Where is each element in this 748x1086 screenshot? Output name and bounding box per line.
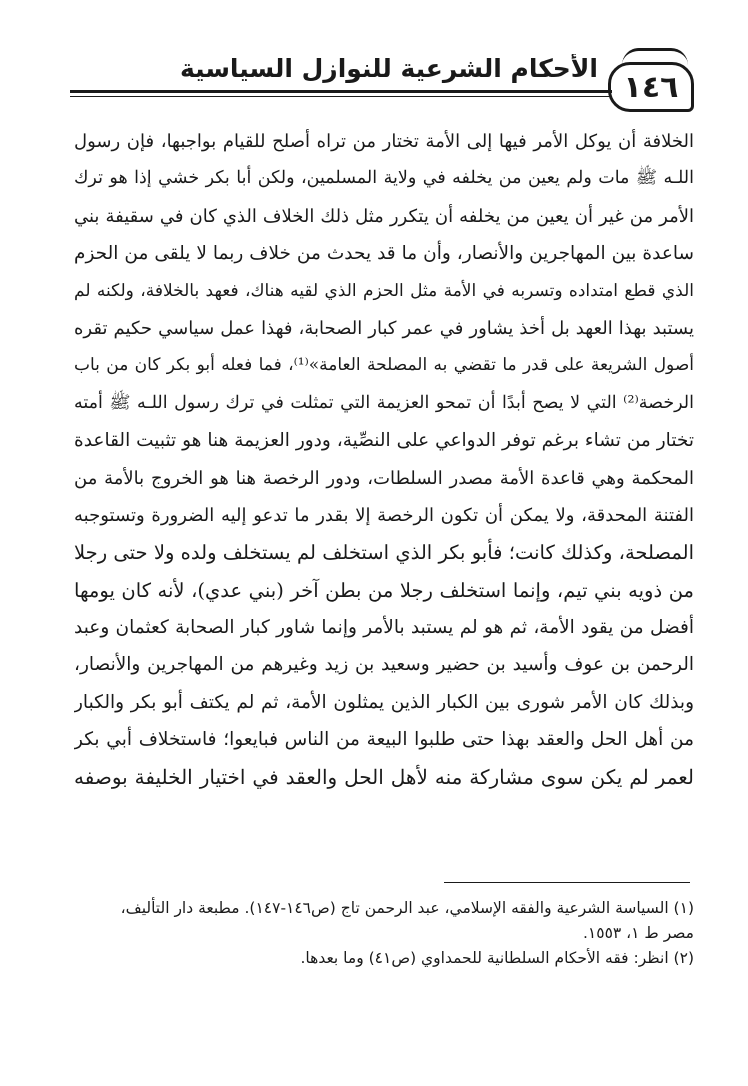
text-line: اللـه ﷺ مات ولم يعين من يخلفه في ولاية المسلمين، ولكن أبا بكر خشي إذا هو ترك	[74, 168, 694, 189]
footnote-1-continuation: مصر ط ١، ١٥٥٣.	[582, 924, 694, 942]
running-title: الأحكام الشرعية للنوازل السياسية	[179, 54, 598, 83]
text-line: أصول الشريعة على قدر ما تقضي به المصلحة العامة»⁽¹⁾، فما فعله أبو بكر كان من باب	[74, 355, 694, 376]
footnotes	[74, 896, 694, 971]
body-text	[74, 123, 694, 796]
page-number: ١٤٦	[608, 62, 694, 112]
page-header	[70, 46, 694, 105]
footnote-2: (٢) انظر: فقه الأحكام السلطانية للحمداوي (ص٤١) وما بعدها.	[300, 949, 694, 967]
text-line: من أهل الحل والعقد بهذا حتى طلبوا البيعة من الناس فبايعوا؛ فاستخلاف أبي بكر	[74, 729, 694, 751]
text-line: وبذلك كان الأمر شورى بين الكبار الذين يمثلون الأمة، ثم لم يكتف أبو بكر والكبار	[74, 691, 694, 713]
text-line: من ذويه بني تيم، وإنما استخلف رجلا من بطن آخر (بني عدي)، لأنه كان يومها	[74, 578, 694, 602]
header-rule-thin	[70, 96, 612, 97]
text-line: تختار من تشاء برغم توفر الدواعي على النصِّية، ودور العزيمة هنا هو تثبيت القاعدة	[74, 430, 694, 452]
header-rule-thick	[70, 90, 612, 93]
text-line: الفتنة المحدقة، ولا يمكن أن تكون الرخصة إلا بقدر ما تدعو إليه الضرورة وتستوجبه	[74, 504, 694, 526]
text-line: المصلحة، وكذلك كانت؛ فأبو بكر الذي استخلف لم يستخلف ولده ولا حتى رجلا	[74, 541, 694, 565]
text-line: الرحمن بن عوف وأسيد بن حضير وسعيد بن زيد وغيرهم من المهاجرين والأنصار،	[74, 654, 694, 676]
text-line: الخلافة أن يوكل الأمر فيها إلى الأمة تختار من تراه أصلح للقيام بواجبها، فإن رسول	[74, 131, 694, 152]
footnote-1: (١) السياسة الشرعية والفقه الإسلامي، عبد الرحمن تاج (ص١٤٦-١٤٧). مطبعة دار التأليف،	[120, 899, 694, 917]
text-line: لعمر لم يكن سوى مشاركة منه لأهل الحل والعقد في اختيار الخليفة بوصفه	[74, 764, 694, 789]
text-line: ساعدة بين المهاجرين والأنصار، وأن ما قد يحدث من خلاف ربما لا يلقى من الحزم	[74, 243, 694, 265]
text-line: المحكمة وهي قاعدة الأمة مصدر السلطات، ودور الرخصة هنا هو الخروج بالأمة من	[74, 467, 694, 489]
text-line: أفضل من يقود الأمة، ثم هو لم يستبد بالأمر وإنما شاور كبار الصحابة كعثمان وعبد	[74, 617, 694, 639]
text-line: الأمر من غير أن يعين من يخلفه أن يتكرر مثل ذلك الخلاف الذي كان في سقيفة بني	[74, 205, 694, 227]
text-line: الذي قطع امتداده وتسربه في الأمة مثل الحزم الذي لقيه هناك، فعهد بالخلافة، ولكنه لم	[74, 280, 694, 301]
text-line: الرخصة⁽²⁾ التي لا يصح أبدًا أن تمحو العزيمة التي تمثلت في ترك رسول اللـه ﷺ أمته	[74, 392, 694, 413]
text-line: يستبد بهذا العهد بل أخذ يشاور في عمر كبار الصحابة، فهذا عمل سياسي حكيم تقره	[74, 317, 694, 339]
footnote-separator	[444, 882, 690, 883]
